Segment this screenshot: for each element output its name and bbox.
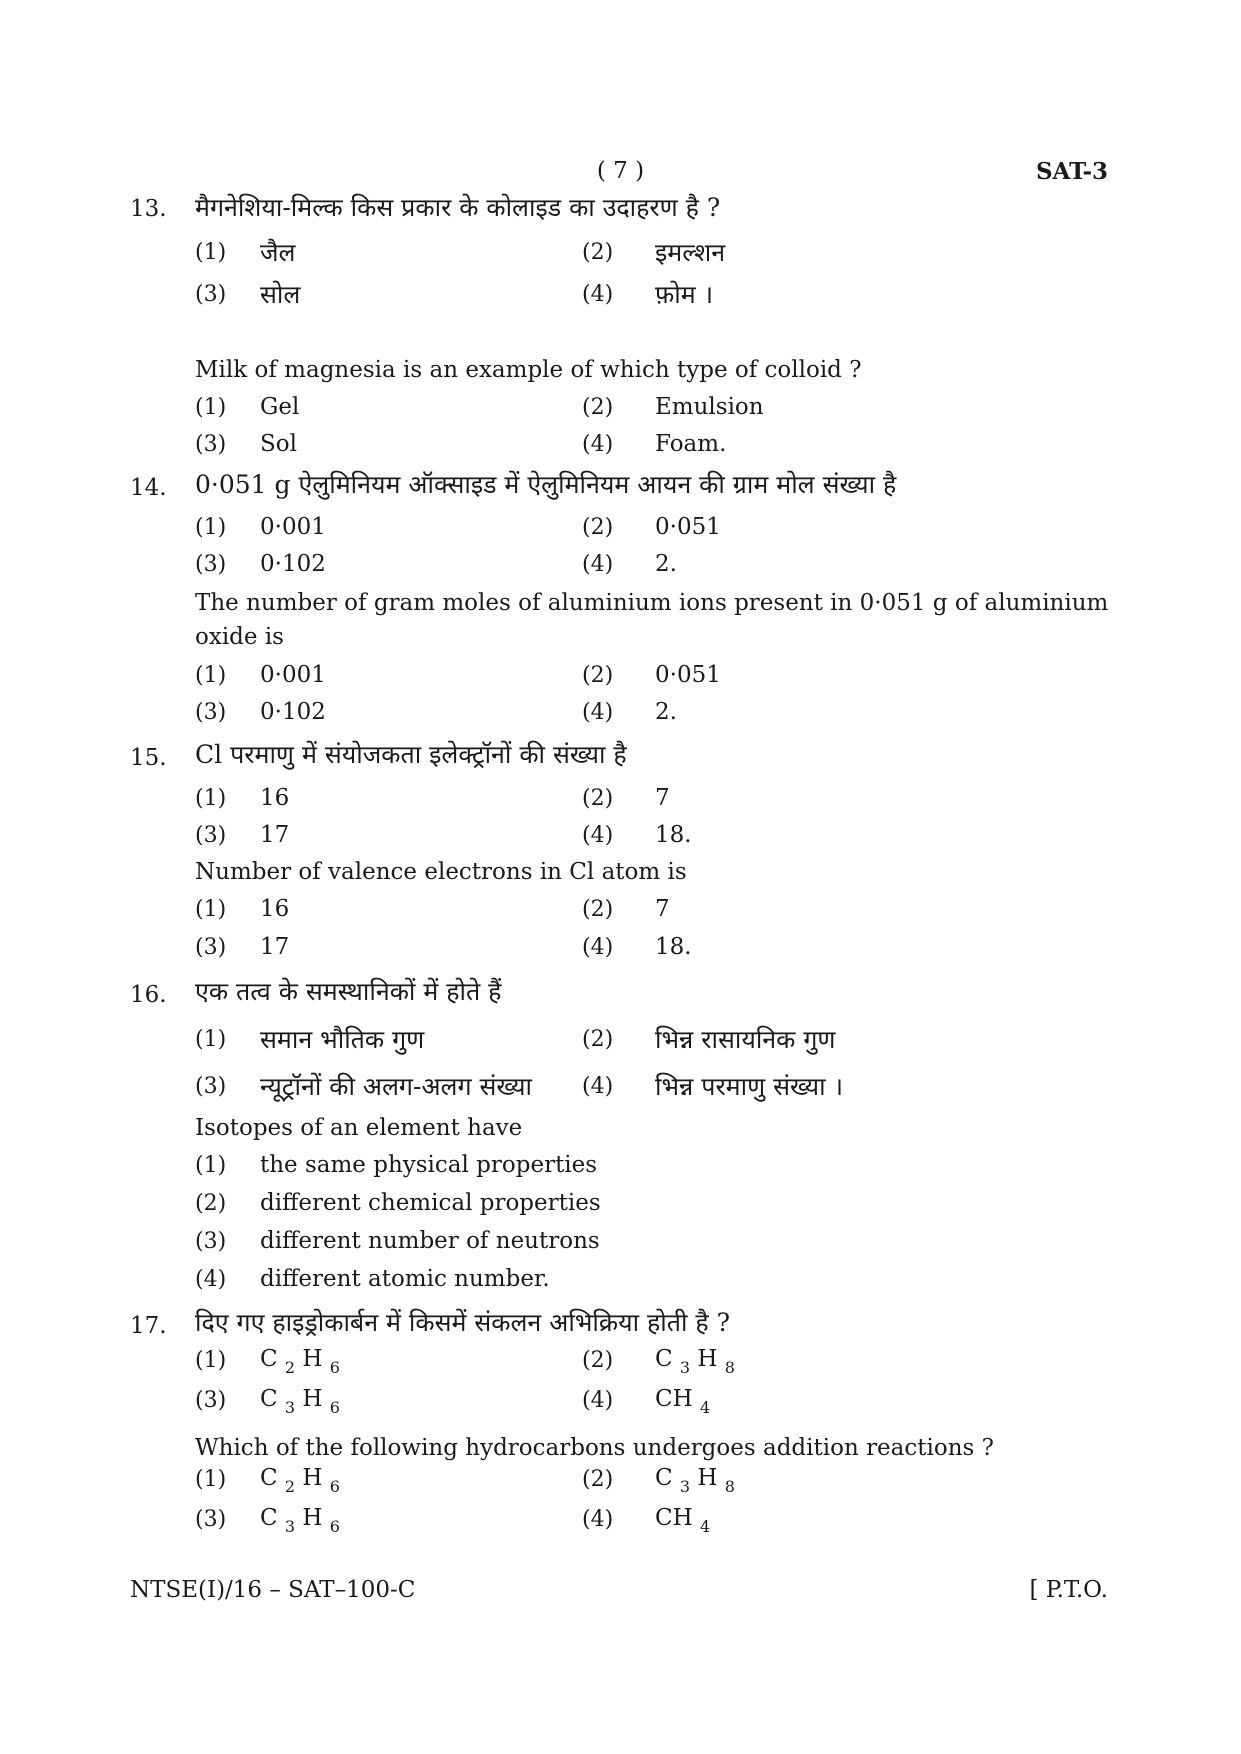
formula-subscript: 3: [679, 1477, 691, 1496]
chemical-formula: [655, 1465, 735, 1496]
formula-subscript: 3: [284, 1517, 296, 1536]
option-label: (4): [582, 1388, 614, 1413]
chemical-formula: [260, 1505, 340, 1536]
formula-subscript: 2: [284, 1477, 296, 1496]
option-label: (1): [195, 240, 227, 265]
chemical-formula: [260, 1465, 340, 1496]
footer-pto: [ P.T.O.: [1029, 1577, 1108, 1603]
formula-part: C: [260, 1346, 278, 1372]
option-label: (3): [195, 1507, 227, 1532]
option-text: जैल: [260, 238, 296, 267]
option-label: (1): [195, 515, 227, 540]
option-label: (1): [195, 1467, 227, 1492]
page-number: ( 7 ): [596, 158, 645, 184]
option-text: 18.: [655, 934, 692, 960]
option-text: 7: [655, 896, 670, 922]
option-text: the same physical properties: [260, 1152, 598, 1178]
option-label: (1): [195, 395, 227, 420]
formula-subscript: 6: [329, 1517, 340, 1536]
option-text: different atomic number.: [260, 1266, 550, 1292]
option-label: (3): [195, 935, 227, 960]
option-label: (4): [582, 823, 614, 848]
option-text: सोल: [260, 280, 301, 309]
question-stem-hindi: मैगनेशिया-मिल्क किस प्रकार के कोलाइड का उदाहरण है ?: [195, 193, 721, 222]
option-label: (3): [195, 1388, 227, 1413]
option-label: (3): [195, 1229, 227, 1254]
question-stem-hindi: Cl परमाणु में संयोजकता इलेक्ट्रॉनों की संख्या है: [195, 740, 627, 769]
option-label: (3): [195, 823, 227, 848]
option-label: (4): [582, 282, 614, 307]
formula-part: C: [260, 1465, 278, 1491]
formula-part: H: [302, 1386, 323, 1412]
question-stem-hindi: 0·051 g ऐलुमिनियम ऑक्साइड में ऐलुमिनियम आयन की ग्राम मोल संख्या है: [195, 470, 897, 499]
option-text: 16: [260, 785, 290, 811]
option-label: (1): [195, 786, 227, 811]
chemical-formula: [655, 1346, 735, 1377]
question-number: 16.: [130, 982, 167, 1008]
option-label: (3): [195, 1074, 227, 1099]
formula-part: H: [302, 1465, 323, 1491]
question-number: 13.: [130, 196, 167, 222]
chemical-formula: [260, 1386, 340, 1417]
option-label: (4): [582, 432, 614, 457]
option-label: (2): [582, 1348, 614, 1373]
option-text: different chemical properties: [260, 1190, 601, 1216]
option-text: Foam.: [655, 431, 727, 457]
option-label: (1): [195, 663, 227, 688]
formula-part: C: [260, 1505, 278, 1531]
formula-part: H: [697, 1465, 718, 1491]
formula-subscript: 3: [679, 1358, 691, 1377]
option-label: (2): [582, 1467, 614, 1492]
option-label: (1): [195, 1027, 227, 1052]
option-label: (4): [582, 935, 614, 960]
option-label: (3): [195, 552, 227, 577]
option-text: 2.: [655, 551, 677, 577]
formula-subscript: 8: [724, 1358, 735, 1377]
chemical-formula: [655, 1386, 710, 1417]
question-number: 14.: [130, 475, 167, 501]
formula-part: C: [260, 1386, 278, 1412]
option-text: Sol: [260, 431, 297, 457]
option-label: (4): [582, 1507, 614, 1532]
question-stem-english-cont: oxide is: [195, 624, 284, 650]
option-text: 0·102: [260, 699, 326, 725]
option-label: (3): [195, 282, 227, 307]
paper-code: SAT-3: [1035, 158, 1108, 185]
option-label: (4): [582, 700, 614, 725]
option-text: समान भौतिक गुण: [260, 1025, 425, 1054]
question-number: 17.: [130, 1313, 167, 1339]
option-text: Emulsion: [655, 394, 764, 420]
question-stem-english: Milk of magnesia is an example of which type of colloid ?: [195, 357, 862, 383]
option-text: Gel: [260, 394, 300, 420]
question-stem-english: The number of gram moles of aluminium ions present in 0·051 g of aluminium: [195, 590, 1109, 616]
formula-subscript: 3: [284, 1398, 296, 1417]
option-label: (2): [195, 1191, 227, 1216]
option-label: (4): [582, 552, 614, 577]
option-text: भिन्न रासायनिक गुण: [655, 1025, 836, 1054]
option-label: (2): [582, 1027, 614, 1052]
option-text: different number of neutrons: [260, 1228, 600, 1254]
question-stem-english: Isotopes of an element have: [195, 1115, 523, 1141]
option-text: फ़ोम ।: [655, 280, 714, 309]
option-label: (4): [582, 1074, 614, 1099]
option-label: (2): [582, 663, 614, 688]
option-text: 0·001: [260, 662, 326, 688]
chemical-formula: [260, 1346, 340, 1377]
option-text: 0·001: [260, 514, 326, 540]
option-text: 0·051: [655, 662, 721, 688]
option-label: (2): [582, 786, 614, 811]
question-stem-hindi: दिए गए हाइड्रोकार्बन में किसमें संकलन अभिक्रिया होती है ?: [195, 1308, 731, 1337]
chemical-formula: [655, 1505, 710, 1536]
formula-part: H: [302, 1346, 323, 1372]
formula-part: H: [697, 1346, 718, 1372]
formula-subscript: 6: [329, 1477, 340, 1496]
option-text: भिन्न परमाणु संख्या ।: [655, 1072, 844, 1101]
option-label: (1): [195, 897, 227, 922]
option-label: (3): [195, 700, 227, 725]
option-text: 0·051: [655, 514, 721, 540]
formula-subscript: 4: [699, 1398, 711, 1417]
option-text: 0·102: [260, 551, 326, 577]
formula-part: H: [302, 1505, 323, 1531]
option-label: (2): [582, 395, 614, 420]
option-label: (2): [582, 240, 614, 265]
question-stem-english: Number of valence electrons in Cl atom is: [195, 859, 687, 885]
option-text: 17: [260, 934, 290, 960]
option-label: (1): [195, 1348, 227, 1373]
option-label: (4): [195, 1267, 227, 1292]
formula-subscript: 8: [724, 1477, 735, 1496]
option-text: 17: [260, 822, 290, 848]
option-label: (3): [195, 432, 227, 457]
option-text: 18.: [655, 822, 692, 848]
formula-subscript: 2: [284, 1358, 296, 1377]
question-stem-english: Which of the following hydrocarbons undergoes addition reactions ?: [195, 1435, 994, 1461]
question-stem-hindi: एक तत्व के समस्थानिकों में होते हैं: [195, 977, 502, 1006]
footer-paper-id: NTSE(I)/16 – SAT–100-C: [130, 1577, 416, 1603]
option-text: 16: [260, 896, 290, 922]
formula-part: C: [655, 1465, 673, 1491]
option-text: 7: [655, 785, 670, 811]
option-label: (2): [582, 897, 614, 922]
option-text: इमल्शन: [655, 238, 726, 267]
question-number: 15.: [130, 745, 167, 771]
formula-part: CH: [655, 1505, 693, 1531]
option-label: (1): [195, 1153, 227, 1178]
option-label: (2): [582, 515, 614, 540]
formula-subscript: 6: [329, 1398, 340, 1417]
formula-subscript: 4: [699, 1517, 711, 1536]
formula-part: C: [655, 1346, 673, 1372]
option-text: 2.: [655, 699, 677, 725]
formula-subscript: 6: [329, 1358, 340, 1377]
formula-part: CH: [655, 1386, 693, 1412]
option-text: न्यूट्रॉनों की अलग-अलग संख्या: [260, 1072, 533, 1101]
